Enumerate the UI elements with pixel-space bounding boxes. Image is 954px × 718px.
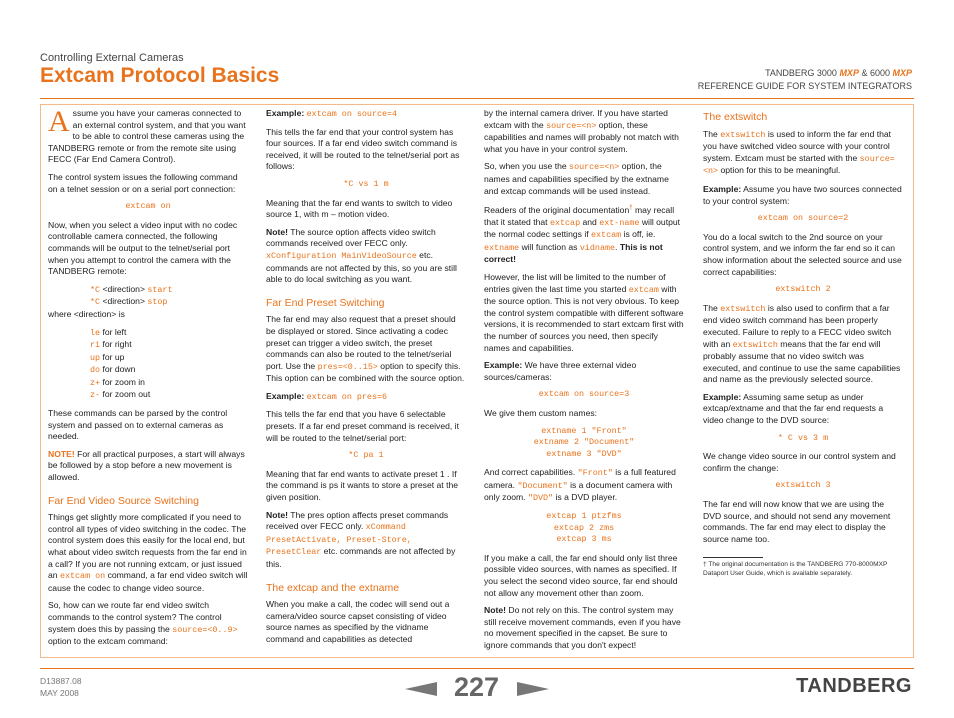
code-token: pres=<0..15> bbox=[317, 361, 378, 372]
code-line: extname 2 "Document" bbox=[533, 437, 635, 448]
text-token: by the internal camera driver. If you have started extcam with the bbox=[484, 108, 668, 130]
paragraph: We change video source in our control system and confirm the change: bbox=[703, 451, 896, 473]
column-1 bbox=[48, 105, 248, 654]
paragraph bbox=[266, 314, 466, 385]
footer-rule bbox=[40, 668, 914, 669]
text-token: option, the names and capabilities specified by the extname and extcap commands will be used instead. bbox=[484, 161, 669, 196]
code-line: extcam on source=3 bbox=[538, 389, 630, 400]
code-token: "DVD" bbox=[527, 493, 554, 504]
code-line: extname 3 "DVD" bbox=[546, 448, 622, 459]
paragraph: You do a local switch to the 2nd source on your control system, and we inform the far end so it can show information about the selected source and use correct capabilities: bbox=[703, 231, 902, 277]
paragraph bbox=[484, 161, 684, 197]
list-item bbox=[90, 339, 248, 352]
code-block bbox=[484, 511, 684, 546]
text-token: The pres option affects preset commands received over FECC only. bbox=[266, 509, 449, 532]
paragraph bbox=[48, 600, 248, 647]
code-line: *C pa 1 bbox=[348, 450, 384, 461]
note bbox=[484, 605, 684, 651]
footnote-rule bbox=[703, 557, 763, 558]
footnote: † The original documentation is the TANDBERG 770-8000MXP Dataport User Guide, which is available separately. bbox=[703, 561, 888, 577]
list-item bbox=[90, 389, 248, 402]
code-token: *C bbox=[90, 297, 101, 308]
doc-id: D13887.08 bbox=[40, 676, 82, 686]
paragraph: We give them custom names: bbox=[484, 407, 598, 418]
code-token: ext-name bbox=[599, 217, 640, 228]
code-token: stop bbox=[147, 297, 168, 308]
paragraph: where <direction> is bbox=[48, 308, 125, 319]
code-token: le bbox=[90, 327, 101, 338]
code-line bbox=[90, 296, 248, 309]
code-token: extswitch bbox=[732, 339, 778, 350]
text-token: option, these capabilities and names will probably not match with what you have in your control system. bbox=[484, 119, 679, 154]
text-token: is used to inform the far end that you have switched video source with your control system. Extcam must be started with the bbox=[703, 128, 892, 163]
text-token: option to the extcam command: bbox=[48, 636, 168, 647]
paragraph: The far end will now know that we are using the DVD source, and should not send any movement commands. The far end may elect to display the source name too. bbox=[703, 499, 891, 544]
page-title: Extcam Protocol Basics bbox=[40, 64, 280, 87]
code-token: *C bbox=[90, 284, 101, 295]
code-line: extcap 1 ptzfms bbox=[546, 511, 622, 522]
list-item bbox=[90, 352, 248, 365]
brand-line-a: TANDBERG 3000 bbox=[765, 68, 840, 78]
text-token: The bbox=[703, 302, 721, 313]
text-token: for up bbox=[100, 351, 125, 362]
text-token: is off, ie. bbox=[621, 229, 656, 240]
paragraph: Meaning that far end wants to activate preset 1 . If the command is ps it wants to store a preset at the given position. bbox=[266, 468, 459, 503]
list-item bbox=[90, 327, 248, 340]
note-text: Do not rely on this. The control system may still receive movement commands, even if you have no movement specified in the capset. Be sure to ignore commands that you don't expect! bbox=[484, 605, 681, 651]
text-token: will output the normal codec settings if bbox=[484, 216, 681, 240]
text-token: So, how can we route far end video switch commands to the control system? The control system does this by passing the bbox=[48, 600, 222, 634]
note-text: For all practical purposes, a start will always be followed by a stop before a new movement is allowed. bbox=[48, 448, 245, 483]
code-token: vidname bbox=[579, 242, 616, 253]
code-token: z+ bbox=[90, 377, 101, 388]
section-heading: Far End Preset Switching bbox=[266, 296, 385, 309]
note bbox=[266, 227, 466, 286]
text-token: . bbox=[615, 241, 620, 252]
paragraph: Now, when you select a video input with no codec controllable camera connected, the following commands will be output to the telnet/serial port when you attempt to control the camera with the TANDBERG remote: bbox=[48, 219, 238, 277]
list-item bbox=[90, 377, 248, 390]
text-token: may recall that it stated that bbox=[484, 205, 675, 227]
text-token: Assuming same setup as under extcap/extname and that the far end requests a video change to the DVD source: bbox=[703, 391, 884, 426]
code-token: source=<n> bbox=[703, 153, 895, 177]
code-token: up bbox=[90, 352, 101, 363]
paragraph bbox=[484, 272, 684, 354]
section-heading: The extcap and the extname bbox=[266, 581, 400, 594]
emphasis: This is not correct! bbox=[484, 241, 663, 265]
note bbox=[266, 510, 466, 571]
brand-header bbox=[698, 67, 912, 93]
code-token: z- bbox=[90, 390, 101, 401]
next-page-arrow-icon[interactable] bbox=[517, 682, 549, 696]
text-token: for right bbox=[100, 339, 132, 350]
text-token: etc. commands are not affected by this, so you are still able to do local switching as you want. bbox=[266, 249, 457, 285]
text-token: will function as bbox=[519, 241, 580, 252]
brand-subtitle: REFERENCE GUIDE FOR SYSTEM INTEGRATORS bbox=[697, 81, 912, 91]
text-token: option to specify this. This option can be combined with the source option. bbox=[266, 360, 465, 384]
page-number: 227 bbox=[454, 672, 500, 702]
code-line: extswitch 3 bbox=[775, 480, 831, 491]
code-line: extcap 2 zms bbox=[553, 522, 615, 533]
paragraph: Meaning that the far end wants to switch to video source 1, with m – motion video. bbox=[266, 197, 453, 220]
paragraph: This tells the far end that your control system has four sources. If a far end video switch command is received, it will be routed to the telnet/serial port as follows: bbox=[266, 126, 460, 172]
brand-line-b: & 6000 bbox=[858, 68, 893, 78]
code-line: extcap 3 ms bbox=[556, 534, 612, 545]
text-token: The far end may also request that a preset should be displayed or stored. Since activating a codec preset can trigger a video switch, the preset commands can also be routed to the telnet/serial port. Use the bbox=[266, 314, 456, 371]
paragraph bbox=[48, 512, 248, 594]
example-label: Example: bbox=[703, 183, 742, 194]
text-token: is a full featured camera. bbox=[484, 467, 676, 490]
footnote-marker: † bbox=[629, 205, 633, 212]
code-token: extcam on bbox=[59, 571, 106, 582]
text-token: etc. commands are not affected by this. bbox=[266, 546, 456, 569]
text-token: is a document camera with only zoom. bbox=[484, 479, 673, 503]
code-line bbox=[90, 284, 248, 297]
code-token: xCommand PresetActivate, Preset-Store, PresetClear bbox=[266, 522, 412, 558]
intro-text: ssume you have your cameras connected to an external control system, and that you want to be able to control these cameras using the TANDBERG remote or from the remote site using FECC (Far End Camera Control). bbox=[48, 108, 246, 165]
example bbox=[266, 108, 466, 121]
text-token: Readers of the original documentation bbox=[484, 205, 630, 216]
text-token: is also used to confirm that a far end video switch command has been properly executed. Failure to reply to a FECC video switch with an bbox=[703, 302, 892, 349]
code-token: source=<n> bbox=[569, 162, 620, 173]
code-token: extswitch bbox=[720, 129, 766, 140]
text-token: The source option affects video switch commands received over FECC only. bbox=[266, 226, 436, 249]
code-token: extcam on pres=6 bbox=[306, 391, 388, 402]
code-token: do bbox=[90, 365, 101, 376]
code-block bbox=[484, 426, 684, 461]
paragraph: If you make a call, the far end should only list three possible video sources, with names as specified. If you select the second video source, far end should not allow any movement other than zoom. bbox=[484, 552, 678, 598]
code-token: extname bbox=[484, 242, 520, 253]
code-line: extcam on source=2 bbox=[757, 213, 849, 224]
text-token: So, when you use the bbox=[484, 161, 570, 172]
drop-cap: A bbox=[48, 105, 70, 138]
intro-paragraph bbox=[48, 105, 248, 166]
code-token: ri bbox=[90, 340, 101, 351]
note bbox=[48, 449, 248, 484]
doc-date: MAY 2008 bbox=[40, 688, 79, 698]
text-token: for left bbox=[100, 326, 127, 337]
doc-info bbox=[40, 675, 82, 699]
paragraph bbox=[703, 129, 903, 178]
code-token: extcam on source=4 bbox=[306, 109, 398, 119]
text-token: and bbox=[580, 216, 600, 227]
section-label: Controlling External Cameras bbox=[40, 52, 184, 64]
column-3 bbox=[484, 108, 684, 658]
section-heading: The extswitch bbox=[703, 111, 768, 123]
text-token: for zoom out bbox=[100, 389, 151, 400]
section-heading: Far End Video Source Switching bbox=[48, 494, 199, 507]
paragraph bbox=[484, 467, 684, 505]
code-token: "Front" bbox=[577, 468, 613, 479]
text-token: And correct capabilities. bbox=[484, 467, 578, 478]
code-line: * C vs 3 m bbox=[777, 432, 829, 443]
text-token: with the source option. This is not very obvious. To keep the control system compatible with different software versions, it is recommended to start extcam first with the number of sources you need, then specify names and capabilities. bbox=[484, 283, 684, 353]
example bbox=[266, 391, 466, 404]
code-token: xConfiguration MainVideoSource bbox=[266, 250, 417, 261]
code-token: extcam bbox=[591, 230, 622, 241]
example bbox=[703, 184, 903, 207]
text-token: Things get slightly more complicated if you need to control all types of video switching in the codec. The control system does this easily for the local end, but what about video switch requests from the far end in a call? If you are not running extcam, or just issued an bbox=[48, 512, 247, 581]
text-token: The bbox=[703, 128, 721, 139]
text-token: However, the list will be limited to the number of entries given the last time you started bbox=[484, 271, 666, 294]
paragraph: This tells the far end that you have 6 selectable presets. If a far end preset command is received, it will be routed to the telnet/serial port: bbox=[266, 409, 459, 443]
code-token: extcap bbox=[549, 217, 581, 228]
direction-list bbox=[90, 327, 248, 403]
text-token: <direction> bbox=[100, 296, 148, 307]
note-label: NOTE! bbox=[48, 448, 75, 459]
code-line: *C vs 1 m bbox=[343, 178, 389, 189]
code-token: extcam bbox=[628, 284, 659, 295]
column-4 bbox=[703, 108, 903, 579]
list-item bbox=[90, 364, 248, 377]
brand-mxp-2: MXP bbox=[892, 68, 912, 78]
header-rule bbox=[40, 98, 914, 99]
text-token: is a DVD player. bbox=[553, 492, 618, 503]
example-label: Example: bbox=[266, 390, 307, 401]
text-token: means that the far end will probably assume that no video switch was executed, and continue to use the same capabilities and name as the previously selected source. bbox=[703, 338, 901, 385]
paragraph bbox=[484, 108, 684, 155]
note-label: Note! bbox=[484, 605, 506, 616]
text-token: for down bbox=[100, 364, 136, 375]
text-token: option for this to be meaningful. bbox=[718, 165, 841, 176]
text-token: for zoom in bbox=[100, 376, 145, 387]
paragraph bbox=[703, 303, 903, 386]
text-token: <direction> bbox=[100, 283, 148, 294]
paragraph: When you make a call, the codec will send out a camera/video source capset consisting of video source names as specified by the vidname command and capabilities as detected bbox=[266, 599, 450, 644]
code-token: extswitch bbox=[720, 303, 766, 314]
brand-mxp-1: MXP bbox=[839, 68, 859, 78]
paragraph: These commands can be parsed by the control system and passed on to external cameras as needed. bbox=[48, 408, 228, 442]
paragraph bbox=[484, 203, 684, 266]
example bbox=[484, 360, 684, 383]
note-label: Note! bbox=[266, 226, 288, 237]
code-token: source=<n> bbox=[546, 120, 597, 131]
example bbox=[703, 392, 903, 427]
previous-page-arrow-icon[interactable] bbox=[405, 682, 437, 696]
code-token: "Document" bbox=[517, 480, 568, 491]
code-line: extswitch 2 bbox=[775, 284, 831, 295]
code-line: extcam on bbox=[125, 201, 171, 212]
code-line: extname 1 "Front" bbox=[541, 425, 627, 436]
code-token: start bbox=[147, 284, 173, 295]
code-token: source=<0..9> bbox=[172, 624, 238, 635]
paragraph: The control system issues the following command on a telnet session or on a serial port connection: bbox=[48, 171, 238, 194]
text-token: We have three external video sources/cameras: bbox=[484, 360, 637, 382]
column-2 bbox=[266, 108, 466, 652]
example-label: Example: bbox=[484, 360, 523, 371]
tandberg-logo: TANDBERG bbox=[796, 675, 912, 697]
example-label: Example: bbox=[266, 108, 307, 118]
text-token: command, a far end video switch will cause the codec to change video source. bbox=[48, 570, 248, 593]
text-token: Assume you have two sources connected to your control system: bbox=[703, 183, 902, 206]
example-label: Example: bbox=[703, 391, 742, 402]
note-label: Note! bbox=[266, 509, 288, 520]
